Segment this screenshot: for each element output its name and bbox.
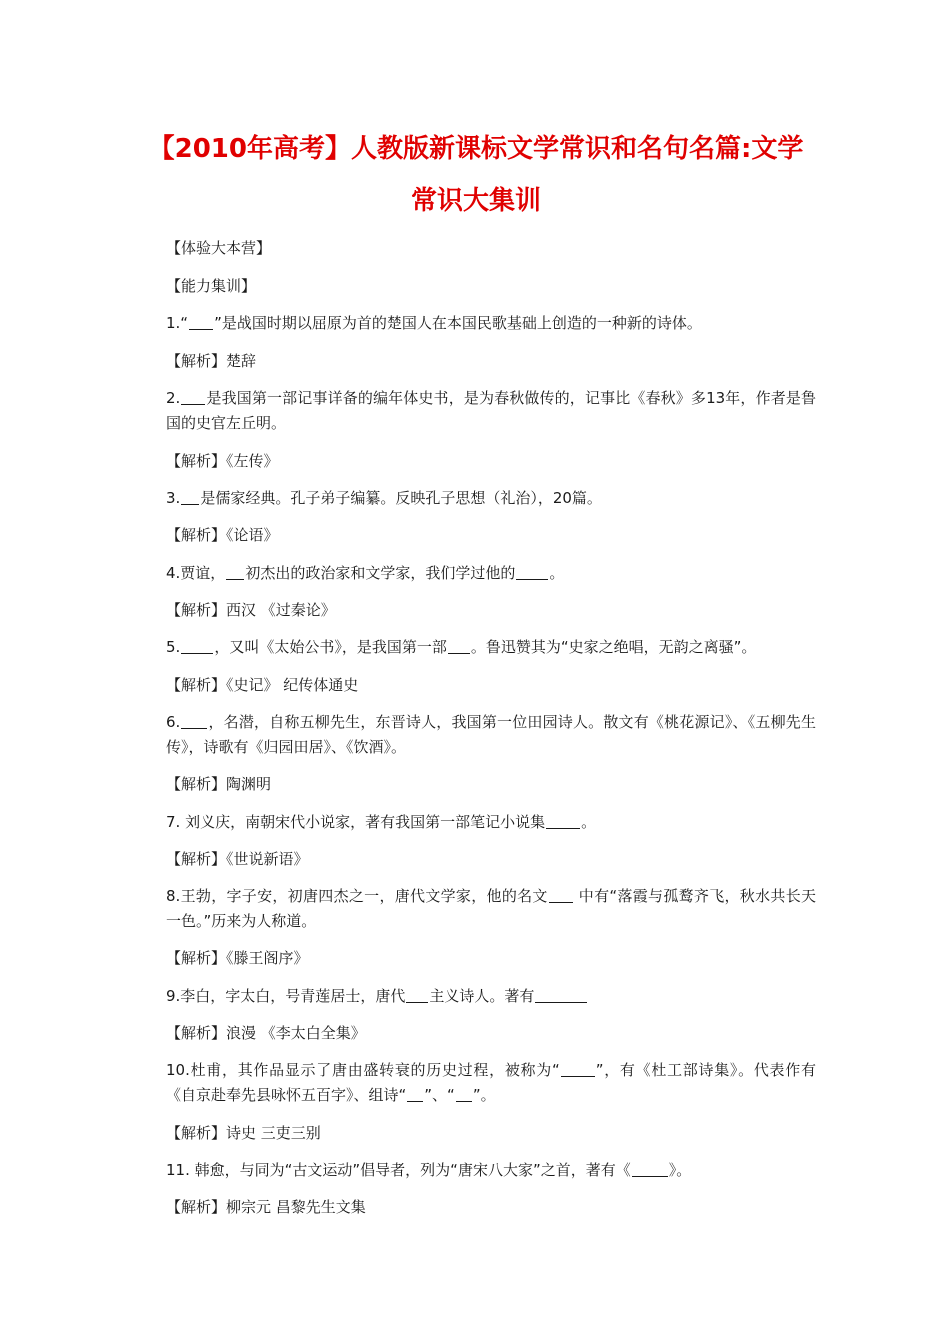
answer-blank bbox=[407, 1084, 423, 1102]
question-3: 3. 是儒家经典。孔子弟子编纂。反映孔子思想（礼治），20篇。 bbox=[166, 489, 602, 507]
answer-blank bbox=[181, 711, 207, 729]
answer-blank bbox=[181, 487, 199, 505]
answer-blank bbox=[448, 636, 470, 654]
answer-blank bbox=[516, 562, 548, 580]
answer-9: 【解析】浪漫 《李太白全集》 bbox=[166, 1024, 366, 1042]
answer-8: 【解析】《滕王阁序》 bbox=[166, 949, 309, 967]
document-title-line-1: 【2010年高考】人教版新课标文学常识和名句名篇:文学 bbox=[148, 134, 804, 164]
question-10: 10.杜甫，其作品显示了唐由盛转衰的历史过程，被称为“ ”，有《杜工部诗集》。代表作有《自京赴奉先县咏怀五百字》、组诗“ ”、“ ”。 bbox=[166, 1061, 816, 1104]
answer-2: 【解析】《左传》 bbox=[166, 452, 279, 470]
answer-blank bbox=[546, 811, 580, 829]
question-7: 7. 刘义庆，南朝宋代小说家，著有我国第一部笔记小说集 。 bbox=[166, 813, 597, 831]
question-4: 4.贾谊， 初杰出的政治家和文学家，我们学过他的 。 bbox=[166, 564, 565, 582]
question-9: 9.李白，字太白，号青莲居士，唐代 主义诗人。著有 bbox=[136, 984, 816, 1009]
question-5: 5. ，又叫《太始公书》，是我国第一部 。鲁迅赞其为“史家之绝唱，无韵之离骚”。 bbox=[166, 638, 757, 656]
section-heading-training: 【能力集训】 bbox=[166, 277, 257, 295]
document-title-line-2: 常识大集训 bbox=[410, 186, 541, 216]
question-6: 6. ，名潜，自称五柳先生，东晋诗人，我国第一位田园诗人。散文有《桃花源记》、《五柳先生传》，诗歌有《归园田居》、《饮酒》。 bbox=[166, 713, 816, 756]
question-2: 2. 是我国第一部记事详备的编年体史书，是为春秋做传的，记事比《春秋》多13年，作者是鲁国的史官左丘明。 bbox=[166, 389, 816, 432]
question-8: 8.王勃，字子安，初唐四杰之一，唐代文学家，他的名文 中有“落霞与孤鹜齐飞，秋水共长天一色。”历来为人称道。 bbox=[166, 887, 816, 930]
answer-11: 【解析】柳宗元 昌黎先生文集 bbox=[166, 1198, 366, 1216]
answer-blank bbox=[456, 1084, 472, 1102]
answer-4: 【解析】西汉 《过秦论》 bbox=[166, 601, 336, 619]
question-11: 11. 韩愈，与同为“古文运动”倡导者，列为“唐宋八大家”之首，著有《 》。 bbox=[166, 1161, 692, 1179]
section-heading-experience: 【体验大本营】 bbox=[166, 239, 272, 257]
question-1: 1.“ ”是战国时期以屈原为首的楚国人在本国民歌基础上创造的一种新的诗体。 bbox=[166, 314, 702, 332]
answer-blank bbox=[181, 636, 213, 654]
answer-6: 【解析】陶渊明 bbox=[166, 775, 272, 793]
answer-blank bbox=[535, 985, 587, 1003]
answer-blank bbox=[189, 312, 213, 330]
answer-10: 【解析】诗史 三吏三别 bbox=[166, 1124, 321, 1142]
answer-blank bbox=[549, 885, 573, 903]
answer-blank bbox=[406, 985, 428, 1003]
answer-blank bbox=[632, 1159, 668, 1177]
answer-blank bbox=[226, 562, 244, 580]
answer-3: 【解析】《论语》 bbox=[166, 526, 279, 544]
answer-blank bbox=[181, 387, 205, 405]
answer-blank bbox=[561, 1059, 595, 1077]
answer-7: 【解析】《世说新语》 bbox=[166, 850, 309, 868]
answer-5: 【解析】《史记》 纪传体通史 bbox=[166, 676, 359, 694]
answer-1: 【解析】楚辞 bbox=[166, 352, 257, 370]
